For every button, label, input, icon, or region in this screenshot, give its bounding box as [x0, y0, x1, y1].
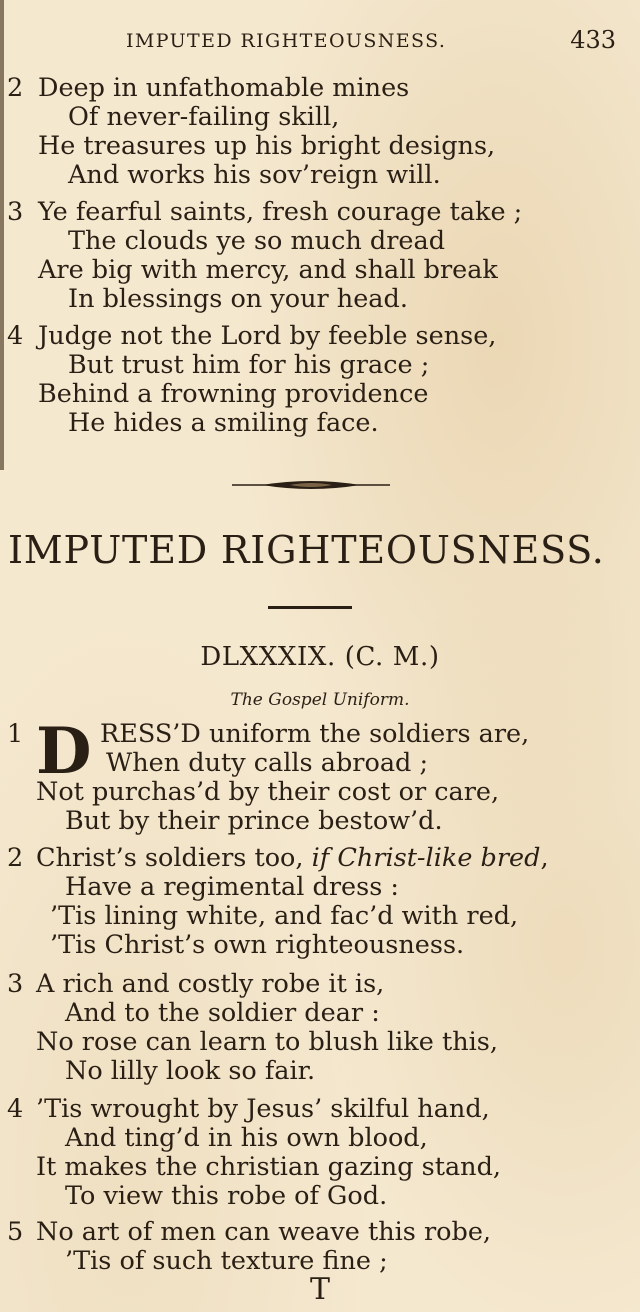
- verse-line-part: Christ’s soldiers too,: [36, 843, 312, 873]
- verse-line: To view this robe of God.: [65, 1181, 388, 1211]
- hymn-number: DLXXXIX. (C. M.): [200, 642, 440, 672]
- verse-line: RESS’D uniform the soldiers are,: [100, 719, 530, 749]
- catchword: T: [309, 1272, 330, 1307]
- stanza-number: 3: [7, 969, 24, 999]
- running-head: IMPUTED RIGHTEOUSNESS.: [126, 30, 447, 52]
- verse-line: Have a regimental dress :: [65, 872, 399, 902]
- verse-line: Not purchas’d by their cost or care,: [36, 777, 500, 807]
- stanza-number: 2: [7, 843, 24, 873]
- verse-line-part: ,: [540, 843, 549, 873]
- verse-line: A rich and costly robe it is,: [36, 969, 385, 999]
- stanza-number: 5: [7, 1217, 24, 1247]
- page-number: 433: [570, 26, 616, 54]
- hymn-stanza-2: [0, 844, 640, 960]
- verse-line: Deep in unfathomable mines: [38, 73, 410, 103]
- verse-line: No rose can learn to blush like this,: [36, 1027, 498, 1057]
- verse-line: ’Tis of such texture fine ;: [65, 1246, 388, 1276]
- ornamental-rule: [232, 476, 390, 494]
- verse-line: And works his sov’reign will.: [68, 160, 441, 190]
- verse-line: But by their prince bestow’d.: [65, 806, 443, 836]
- drop-cap-letter: D: [36, 714, 92, 789]
- verse-line: He hides a smiling face.: [68, 408, 379, 438]
- stanza-2: 2 Deep in unfathomable mines Of never-failing skill, He treasures up his bright designs, And works his sov’reign will.: [7, 73, 496, 190]
- stanza-number: 4: [7, 1094, 24, 1124]
- hymn-stanza-5: [0, 1218, 640, 1276]
- verse-line: Ye fearful saints, fresh courage take ;: [38, 197, 523, 227]
- hymn-stanza-4: [0, 1095, 640, 1211]
- verse-line: ’Tis lining white, and fac’d with red,: [50, 901, 519, 931]
- stanza-4: 4 Judge not the Lord by feeble sense, But trust him for his grace ; Behind a frowning providence He hides a smiling face.: [7, 321, 497, 438]
- verse-line: No lilly look so fair.: [65, 1056, 316, 1086]
- verse-line: But trust him for his grace ;: [68, 350, 430, 380]
- verse-line: He treasures up his bright designs,: [38, 131, 496, 161]
- short-rule: [268, 606, 352, 609]
- verse-line-italic: if Christ-like bred: [311, 843, 541, 873]
- verse-line: And to the soldier dear :: [65, 998, 380, 1028]
- hymn-subtitle: The Gospel Uniform.: [230, 690, 410, 710]
- stanza-number: 1: [7, 719, 24, 749]
- verse-line: Behind a frowning providence: [38, 379, 429, 409]
- section-title: IMPUTED RIGHTEOUSNESS.: [8, 528, 605, 572]
- verse-line: No art of men can weave this robe,: [36, 1217, 492, 1247]
- verse-line: Of never-failing skill,: [68, 102, 340, 132]
- hymn-stanza-3: [0, 970, 640, 1086]
- verse-line: It makes the christian gazing stand,: [36, 1152, 502, 1182]
- stanza-3: 3 Ye fearful saints, fresh courage take ; The clouds ye so much dread Are big with mercy, and shall break In blessings on your head.: [7, 197, 523, 314]
- verse-line: The clouds ye so much dread: [68, 226, 446, 256]
- verse-line: Judge not the Lord by feeble sense,: [38, 321, 497, 351]
- verse-line: ’Tis Christ’s own righteousness.: [50, 930, 465, 960]
- hymn-stanza-1: [0, 714, 640, 836]
- verse-line: In blessings on your head.: [68, 284, 408, 314]
- verse-line: Are big with mercy, and shall break: [38, 255, 498, 285]
- verse-line: And ting’d in his own blood,: [65, 1123, 428, 1153]
- verse-line: When duty calls abroad ;: [106, 748, 429, 778]
- verse-line: ’Tis wrought by Jesus’ skilful hand,: [36, 1094, 490, 1124]
